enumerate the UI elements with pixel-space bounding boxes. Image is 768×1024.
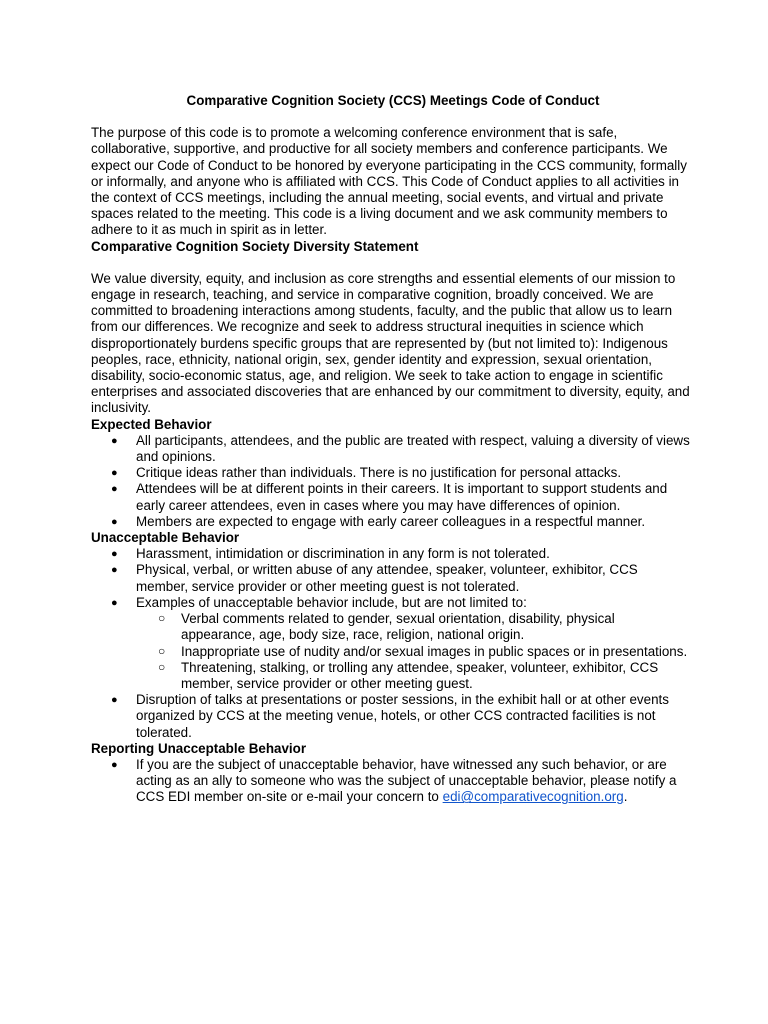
list-item: ● All participants, attendees, and the public are treated with respect, valuing a diversity of views and opinions.	[111, 432, 690, 465]
sub-list-item: ○ Inappropriate use of nudity and/or sexual images in public spaces or in presentations.	[158, 643, 688, 659]
list-item: ● Disruption of talks at presentations or poster sessions, in the exhibit hall or at other events organized by CCS at the meeting venue, hotels, or other CCS contracted facilities is not tolerated.	[111, 692, 669, 740]
sub-list-item: ○ Threatening, stalking, or trolling any attendee, speaker, volunteer, exhibitor, CCS member, service provider or other meeting guest.	[158, 659, 659, 691]
expected-heading: Expected Behavior	[91, 416, 212, 432]
bullet-icon: ●	[111, 564, 118, 577]
list-item: ● Physical, verbal, or written abuse of any attendee, speaker, volunteer, exhibitor, CCS member, service provider or other meeting guest is not tolerated.	[111, 562, 638, 594]
email-link[interactable]: edi@comparativecognition.org	[442, 789, 624, 805]
sub-list-item: ○ Verbal comments related to gender, sexual orientation, disability, physical appearance, age, body size, race, religion, national origin.	[158, 611, 615, 643]
unacceptable-heading: Unacceptable Behavior	[91, 530, 240, 546]
list-item: ● Members are expected to engage with early career colleagues in a respectful manner.	[111, 513, 646, 529]
examples-sublist	[136, 611, 691, 692]
bullet-icon: ●	[111, 483, 118, 496]
bullet-icon: ●	[111, 596, 118, 609]
bullet-icon: ●	[111, 758, 118, 771]
diversity-paragraph: We value diversity, equity, and inclusion as core strengths and essential elements of our mission to engage in research, teaching, and service in comparative cognition, broadly conceived. We are committed to broadening interactions among students, faculty, and the public that allow us to learn from our differences. We recognize and seek to address structural inequities in science which disproportionately burdens specific groups that are represented by (but not limited to): Indigenous peoples, race, ethnicity, national origin, sex, gender identity and expression, sexual orientation, disability, socio-economic status, age, and religion. We seek to take action to engage in scientific enterprises and associated discoveries that are enhanced by our commitment to diversity, equity, and inclusivity.	[91, 270, 690, 416]
hollow-bullet-icon: ○	[158, 643, 166, 658]
hollow-bullet-icon: ○	[158, 659, 166, 674]
list-item: ● Harassment, intimidation or discrimination in any form is not tolerated.	[111, 546, 550, 562]
bullet-icon: ●	[111, 694, 118, 707]
document-page	[91, 93, 691, 806]
bullet-icon: ●	[111, 515, 118, 528]
reporting-heading: Reporting Unacceptable Behavior	[91, 740, 307, 756]
bullet-icon: ●	[111, 434, 118, 447]
list-item: ● Attendees will be at different points in their careers. It is important to support students and early career attendees, even in cases where you may have differences of opinion.	[111, 481, 668, 513]
list-item: ● Critique ideas rather than individuals. There is no justification for personal attacks.	[111, 465, 622, 481]
expected-list	[91, 433, 691, 530]
bullet-icon: ●	[111, 548, 118, 561]
list-item: ● Examples of unacceptable behavior include, but are not limited to: ○ Verbal comments related to gender, sexual orientation, disability, physical appearance, age, body size, race, religion, national origin. ○ Inappropriate use of nudity and/or sexual images in public spaces or in presentations. ○ Threatening, stalking, or trolling any attendee, speaker, volunteer, exhibitor, CCS member, service provider or other meeting guest.	[91, 595, 691, 692]
bullet-icon: ●	[111, 467, 118, 480]
hollow-bullet-icon: ○	[158, 611, 166, 626]
list-item: ● If you are the subject of unacceptable behavior, have witnessed any such behavior, or are acting as an ally to someone who was the subject of unacceptable behavior, please notify a CCS EDI member on-site or e-mail your concern to edi@comparativecognition.org.	[111, 756, 677, 805]
purpose-paragraph: The purpose of this code is to promote a welcoming conference environment that is safe, collaborative, supportive, and productive for all society members and conference participants. We expect our Code of Conduct to be honored by everyone participating in the CCS community, formally or informally, and anyone who is affiliated with CCS. This Code of Conduct applies to all activities in the context of CCS meetings, including the annual meeting, social events, and virtual and private spaces related to the meeting. This code is a living document and we ask community members to adhere to it as much in spirit as in letter.	[91, 125, 687, 238]
unacceptable-list	[91, 546, 691, 740]
diversity-heading: Comparative Cognition Society Diversity Statement	[91, 238, 419, 254]
page-title: Comparative Cognition Society (CCS) Meetings Code of Conduct	[186, 93, 600, 108]
reporting-list	[91, 757, 691, 806]
